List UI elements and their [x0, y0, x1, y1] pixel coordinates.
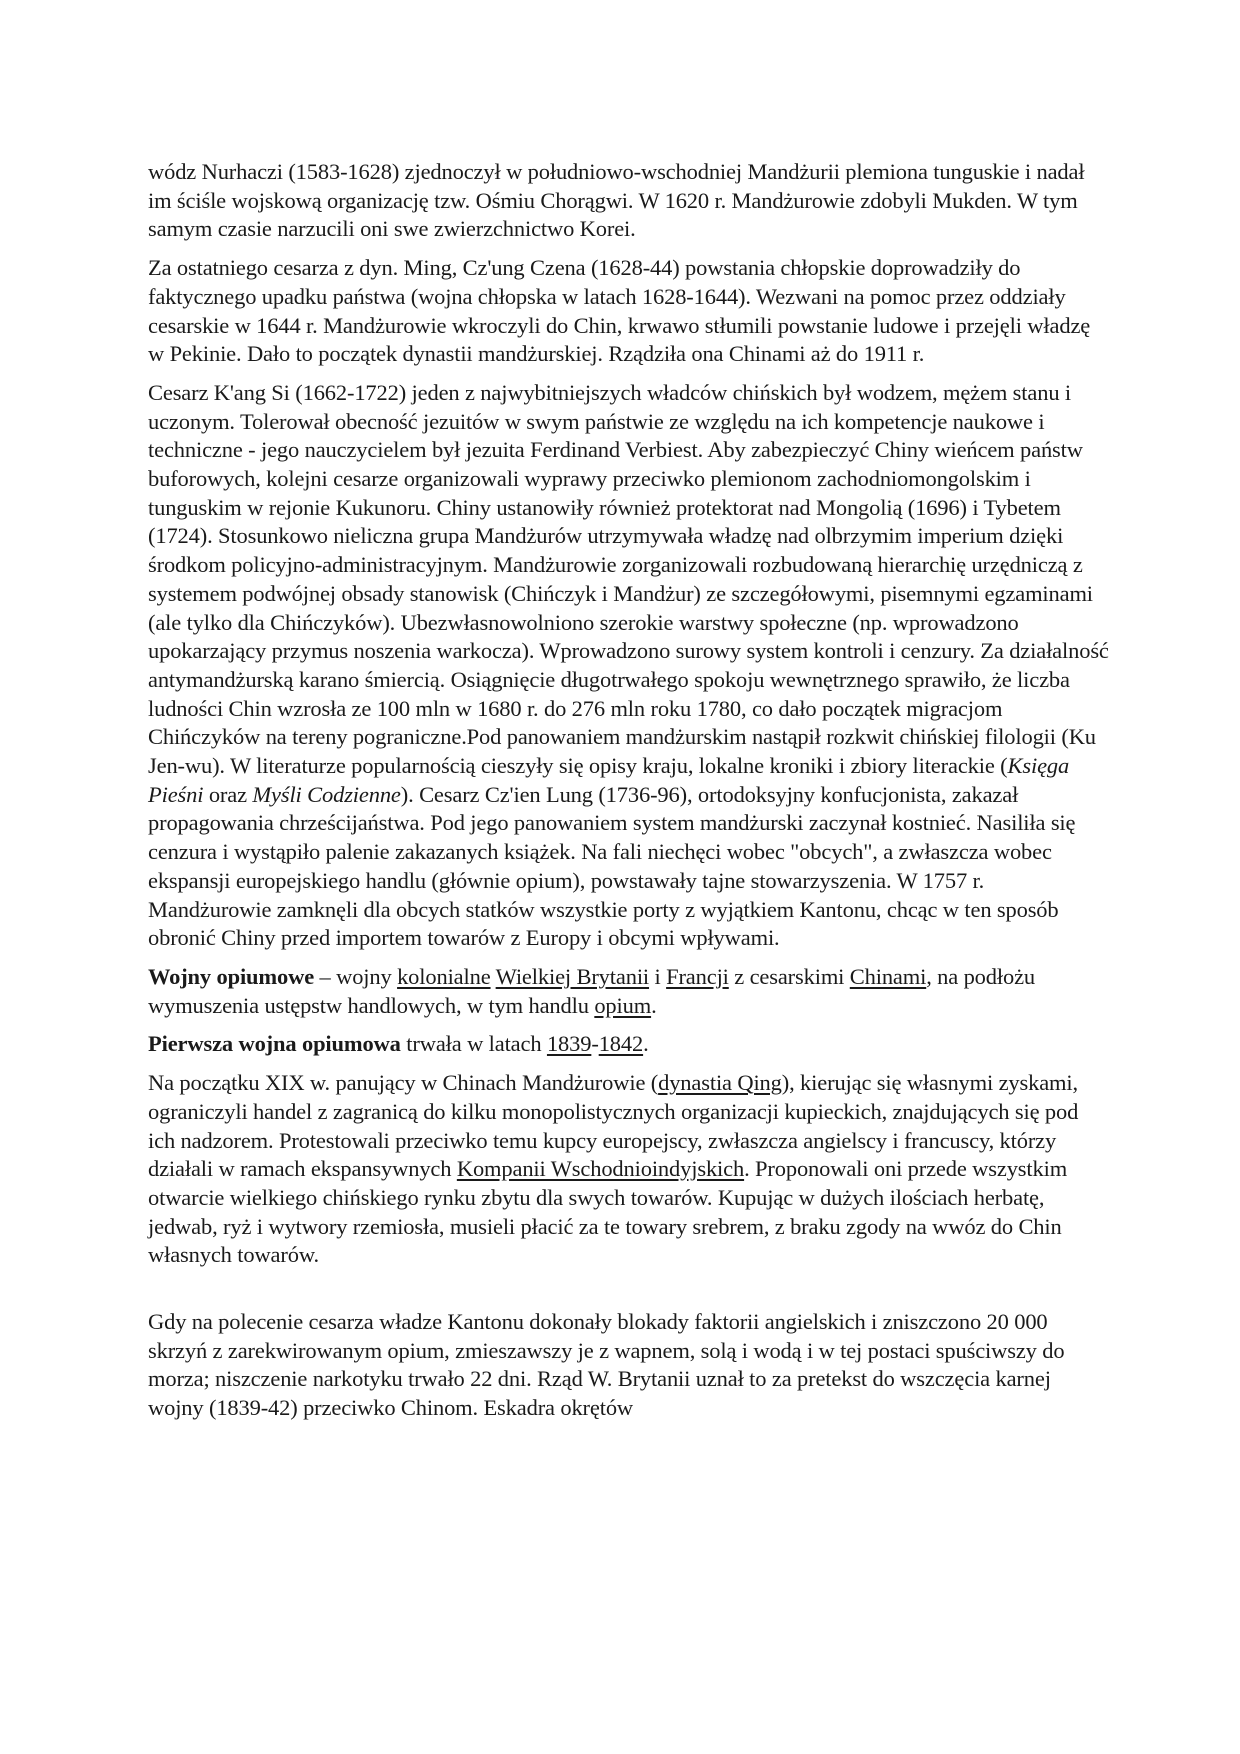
- bold-term-pierwsza-wojna: Pierwsza wojna opiumowa: [148, 1031, 401, 1057]
- text-run: . Proponowali oni przede wszystkim otwarcie wielkiego chińskiego rynku zbytu dla swych towarów. Kupując w dużych ilościach herbatę, jedwab, ryż i wytwory rzemiosła, musieli płacić za te towary srebrem, z braku zgody na wwóz do Chin własnych towarów.: [148, 1156, 1068, 1268]
- text-run: .: [643, 1031, 649, 1057]
- link-dynastia-qing[interactable]: dynastia Qing: [658, 1070, 782, 1096]
- text-run: ), kierując się własnymi zyskami, ograniczyli handel z zagranicą do kilku monopolistycznych organizacji kupieckich, znajdujących się pod ich nadzorem. Protestowali przeciwko temu kupcy europejscy, zwłaszcza angielscy i francuscy, którzy działali w ramach ekspansywnych: [148, 1070, 1079, 1182]
- text-run: i: [649, 963, 667, 989]
- italic-title-ksiega-piesni: Księga Pieśni: [148, 753, 1070, 807]
- link-1842[interactable]: 1842: [598, 1031, 644, 1057]
- text-run: -: [591, 1031, 599, 1057]
- link-wielkiej-brytanii[interactable]: Wielkiej Brytanii: [495, 963, 650, 989]
- text-run: Na początku XIX w. panujący w Chinach Mandżurowie (: [148, 1070, 659, 1096]
- text-run: Cesarz K'ang Si (1662-1722) jeden z najwybitniejszych władców chińskich był wodzem, mężem stanu i uczonym. Tolerował obecność jezuitów w swym państwie ze względu na ich kompetencje naukowe i techniczne - jego nauczycielem był jezuita Ferdinand Verbiest. Aby zabezpieczyć Chiny wieńcem państw buforowych, kolejni cesarze organizowali wyprawy przeciwko plemionom zachodniomongolskim i tunguskim w rejonie Kukunoru. Chiny ustanowiły również protektorat nad Mongolią (1696) i Tybetem (1724). Stosunkowo nieliczna grupa Mandżurów utrzymywała władzę nad olbrzymim imperium dzięki środkom policyjno-administracyjnym. Mandżurowie zorganizowali rozbudowaną hierarchię urzędniczą z systemem podwójnej obsady stanowisk (Chińczyk i Mandżur) ze szczegółowymi, pisemnymi egzaminami (ale tylko dla Chińczyków). Ubezwłasnowolniono szerokie warstwy społeczne (np. wprowadzono upokarzający przymus noszenia warkocza). Wprowadzono surowy system kontroli i cenzury. Za działalność antymandżurską karano śmiercią. Osiągnięcie długotrwałego spokoju wewnętrznego sprawiło, że liczba ludności Chin wzrosła ze 100 mln w 1680 r. do 276 mln roku 1780, co dało początek migracjom Chińczyków na tereny pograniczne.Pod panowaniem mandżurskim nastąpił rozkwit chińskiej filologii (Ku Jen-wu). W literaturze popularnością cieszyły się opisy kraju, lokalne kroniki i zbiory literackie (: [148, 379, 1109, 779]
- text-run: trwała w latach: [400, 1031, 547, 1057]
- paragraph-canton-blockade: Gdy na polecenie cesarza władze Kantonu dokonały blokady faktorii angielskich i zniszczono 20 000 skrzyń z zarekwirowanym opium, zmieszawszy je z wapnem, solą i wodą i w tej postaci spuściwszy do morza; niszczenie narkotyku trwało 22 dni. Rząd W. Brytanii uznał to za pretekst do wszczęcia karnej wojny (1839-42) przeciwko Chinom. Eskadra okrętów: [148, 1309, 1065, 1421]
- italic-title-mysli-codzienne: Myśli Codzienne: [252, 781, 401, 807]
- paragraph-first-opium-war: [148, 1030, 1110, 1059]
- link-francji[interactable]: Francji: [666, 963, 729, 989]
- paragraph-kang-si: [148, 379, 1110, 953]
- bold-term-wojny-opiumowe: Wojny opiumowe: [148, 963, 315, 989]
- text-run: , na podłożu wymuszenia ustępstw handlowych, w tym handlu: [148, 963, 1036, 1018]
- text-run: .: [651, 992, 657, 1018]
- text-run: ). Cesarz Cz'ien Lung (1736-96), ortodoksyjny konfucjonista, zakazał propagowania chrześcijaństwa. Pod jego panowaniem system mandżurski zaczynał kostnieć. Nasiliła się cenzura i wystąpiło palenie zakazanych książek. Na fali niechęci wobec "obcych", a zwłaszcza wobec ekspansji europejskiego handlu (głównie opium), powstawały tajne stowarzyszenia. W 1757 r. Mandżurowie zamknęli dla obcych statków wszystkie porty z wyjątkiem Kantonu, chcąc w ten sposób obronić Chiny przed importem towarów z Europy i obcymi wpływami.: [148, 781, 1076, 951]
- link-chinami[interactable]: Chinami: [849, 963, 927, 989]
- link-kompanii-wschodnioindyjskich[interactable]: Kompanii Wschodnioindyjskich: [456, 1156, 745, 1182]
- paragraph-ming-fall: Za ostatniego cesarza z dyn. Ming, Cz'ung Czena (1628-44) powstania chłopskie doprowadziły do faktycznego upadku państwa (wojna chłopska w latach 1628-1644). Wezwani na pomoc przez oddziały cesarskie w 1644 r. Mandżurowie wkroczyli do Chin, krwawo stłumili powstanie ludowe i przejęli władzę w Pekinie. Dało to początek dynastii mandżurskiej. Rządziła ona Chinami aż do 1911 r.: [148, 255, 1091, 367]
- text-run: oraz: [203, 781, 253, 807]
- text-run: z cesarskimi: [728, 963, 850, 989]
- paragraph-opium-wars: [148, 963, 1110, 1020]
- paragraph-trade-restrictions: [148, 1069, 1110, 1270]
- link-kolonialne[interactable]: kolonialne: [397, 963, 491, 989]
- text-run: – wojny: [314, 963, 398, 989]
- link-1839[interactable]: 1839: [546, 1031, 592, 1057]
- link-opium[interactable]: opium: [594, 992, 652, 1018]
- paragraph-nurhaczi: wódz Nurhaczi (1583-1628) zjednoczył w południowo-wschodniej Mandżurii plemiona tunguskie i nadał im ściśle wojskową organizację tzw. Ośmiu Chorągwi. W 1620 r. Mandżurowie zdobyli Mukden. W tym samym czasie narzucili oni swe zwierzchnictwo Korei.: [148, 159, 1085, 242]
